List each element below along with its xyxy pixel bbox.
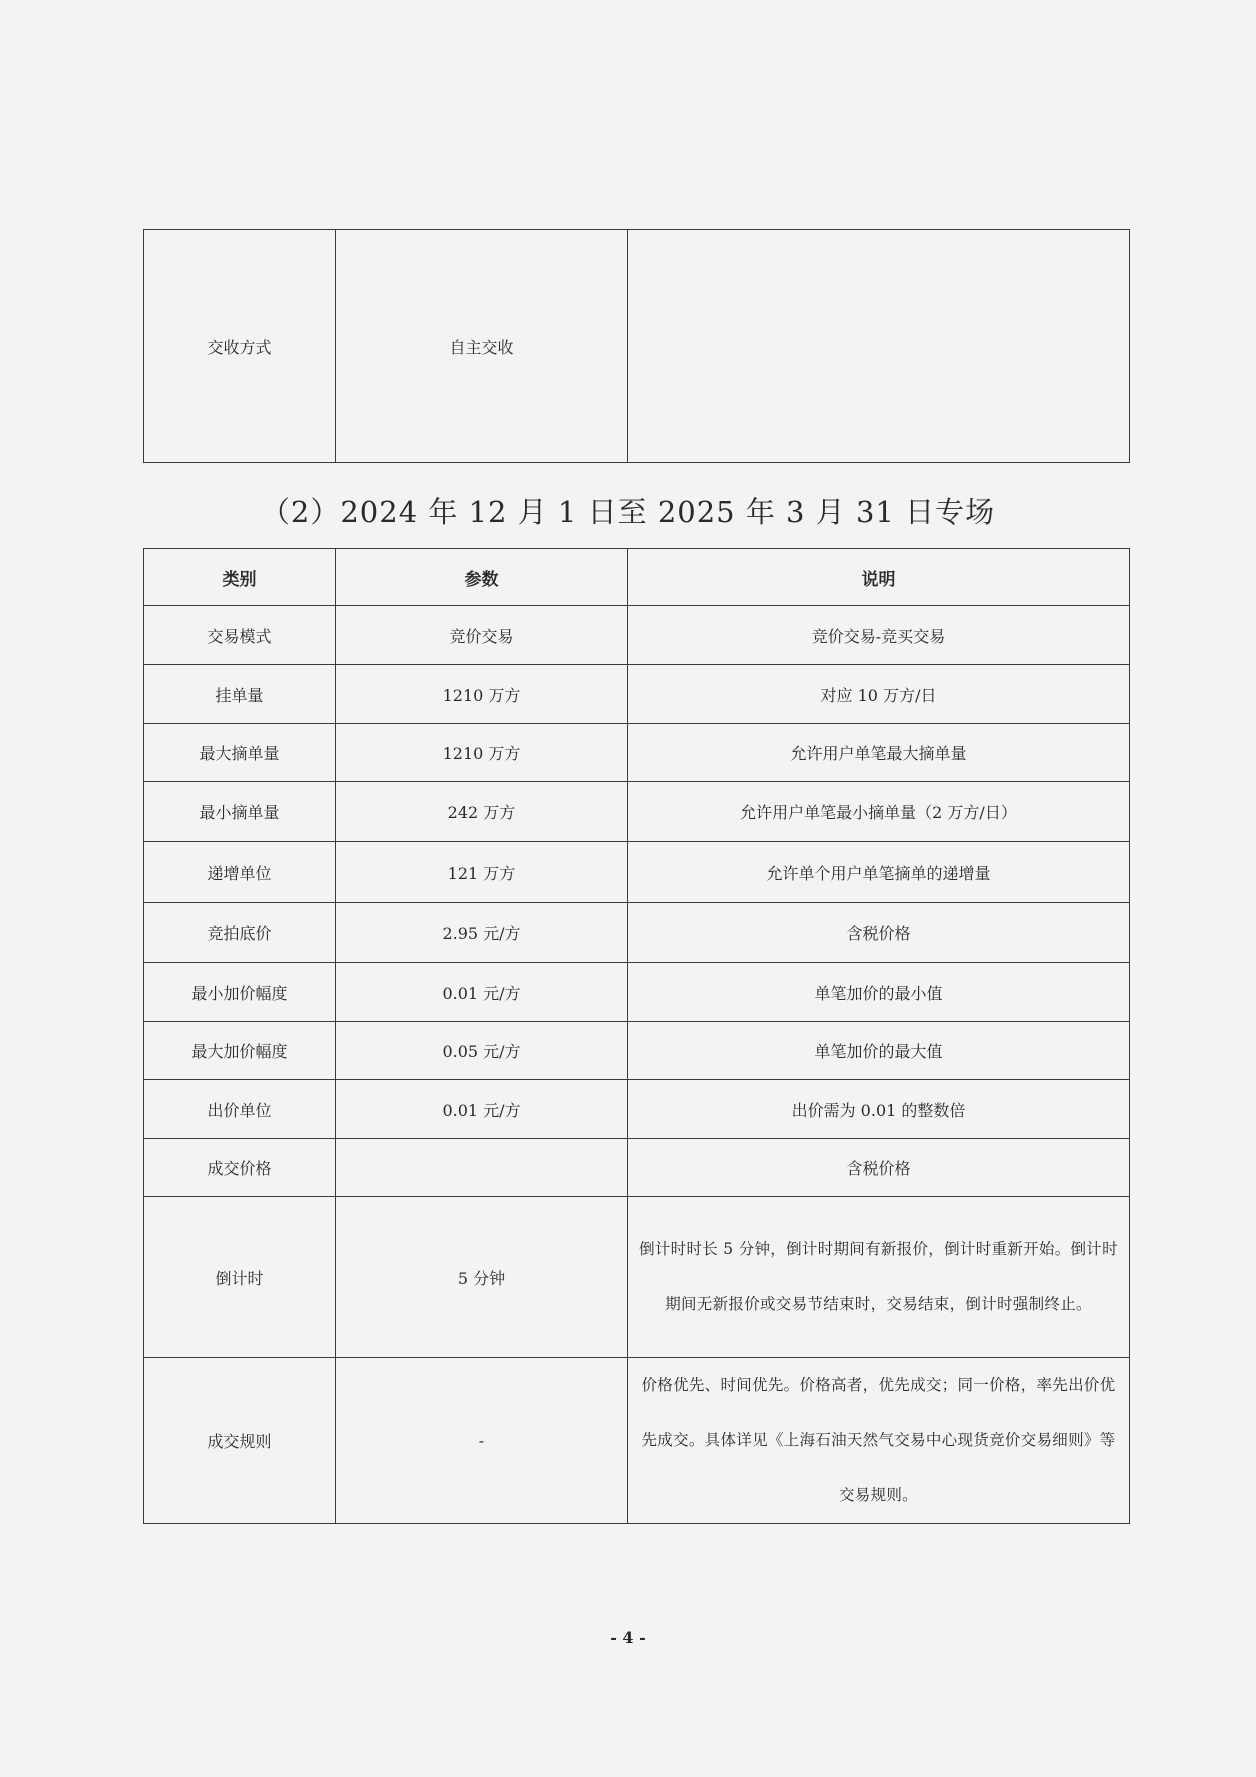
desc-cell: 含税价格 <box>628 1139 1130 1197</box>
desc-cell: 允许用户单笔最小摘单量（2 万方/日） <box>628 782 1130 842</box>
param-cell: - <box>336 1358 628 1524</box>
table-row <box>144 1358 1130 1524</box>
param-cell: 0.05 元/方 <box>336 1022 628 1080</box>
param-cell: 5 分钟 <box>336 1197 628 1358</box>
category-cell: 递增单位 <box>144 842 336 903</box>
desc-cell: 价格优先、时间优先。价格高者，优先成交；同一价格，率先出价优先成交。具体详见《上海石油天然气交易中心现货竞价交易细则》等交易规则。 <box>628 1358 1130 1524</box>
category-cell: 交收方式 <box>144 230 336 463</box>
table-row <box>144 230 1130 463</box>
param-cell: 242 万方 <box>336 782 628 842</box>
category-cell: 最小加价幅度 <box>144 963 336 1022</box>
category-cell: 交易模式 <box>144 606 336 665</box>
category-cell: 出价单位 <box>144 1080 336 1139</box>
table-row <box>144 1080 1130 1139</box>
param-cell: 0.01 元/方 <box>336 1080 628 1139</box>
category-cell: 最大摘单量 <box>144 724 336 782</box>
desc-cell: 倒计时时长 5 分钟，倒计时期间有新报价，倒计时重新开始。倒计时期间无新报价或交易节结束时，交易结束，倒计时强制终止。 <box>628 1197 1130 1358</box>
category-cell: 挂单量 <box>144 665 336 724</box>
table-row <box>144 1022 1130 1080</box>
header-desc: 说明 <box>628 549 1130 606</box>
delivery-table <box>143 229 1130 463</box>
desc-cell: 单笔加价的最小值 <box>628 963 1130 1022</box>
table-header-row <box>144 549 1130 606</box>
desc-cell: 单笔加价的最大值 <box>628 1022 1130 1080</box>
header-category: 类别 <box>144 549 336 606</box>
param-cell: 1210 万方 <box>336 724 628 782</box>
param-cell <box>336 1139 628 1197</box>
table-row <box>144 665 1130 724</box>
table-row <box>144 963 1130 1022</box>
category-cell: 最大加价幅度 <box>144 1022 336 1080</box>
desc-cell: 允许单个用户单笔摘单的递增量 <box>628 842 1130 903</box>
desc-cell: 出价需为 0.01 的整数倍 <box>628 1080 1130 1139</box>
header-param: 参数 <box>336 549 628 606</box>
param-cell: 2.95 元/方 <box>336 903 628 963</box>
desc-cell: 允许用户单笔最大摘单量 <box>628 724 1130 782</box>
category-cell: 倒计时 <box>144 1197 336 1358</box>
section-heading: （2）2024 年 12 月 1 日至 2025 年 3 月 31 日专场 <box>260 495 996 529</box>
table-row <box>144 724 1130 782</box>
auction-parameters-table <box>143 548 1130 1524</box>
category-cell: 竞拍底价 <box>144 903 336 963</box>
desc-cell: 竞价交易-竞买交易 <box>628 606 1130 665</box>
table-row <box>144 606 1130 665</box>
table-row <box>144 903 1130 963</box>
category-cell: 成交价格 <box>144 1139 336 1197</box>
param-cell: 自主交收 <box>336 230 628 463</box>
param-cell: 1210 万方 <box>336 665 628 724</box>
desc-cell: 对应 10 万方/日 <box>628 665 1130 724</box>
desc-cell: 含税价格 <box>628 903 1130 963</box>
page-number: - 4 - <box>610 1628 646 1647</box>
desc-cell <box>628 230 1130 463</box>
param-cell: 0.01 元/方 <box>336 963 628 1022</box>
category-cell: 成交规则 <box>144 1358 336 1524</box>
table-row <box>144 1197 1130 1358</box>
param-cell: 竞价交易 <box>336 606 628 665</box>
table-row <box>144 782 1130 842</box>
param-cell: 121 万方 <box>336 842 628 903</box>
table-row <box>144 842 1130 903</box>
table-row <box>144 1139 1130 1197</box>
category-cell: 最小摘单量 <box>144 782 336 842</box>
